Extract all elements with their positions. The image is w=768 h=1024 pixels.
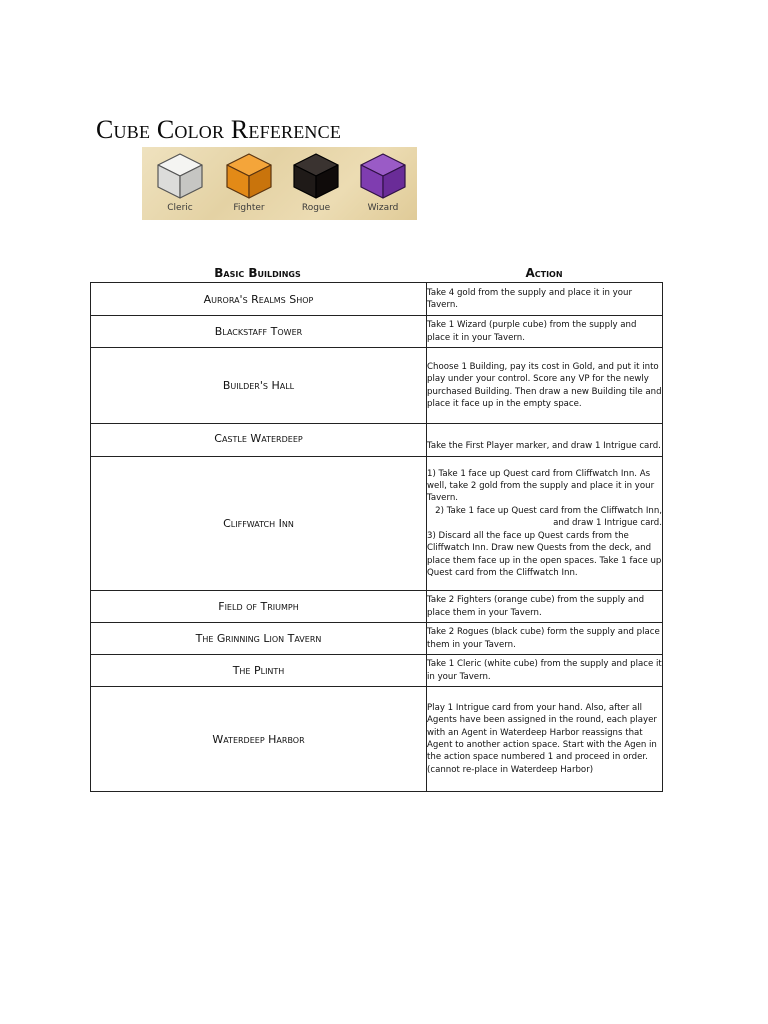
table-row xyxy=(91,623,663,655)
legend-label: Wizard xyxy=(367,203,399,213)
building-name: Aurora's Realms Shop xyxy=(91,283,427,316)
orange-cube-icon xyxy=(222,151,276,201)
cube-color-legend xyxy=(142,147,417,220)
table-row xyxy=(91,424,663,457)
legend-label: Fighter xyxy=(233,203,265,213)
legend-label: Cleric xyxy=(167,203,193,213)
legend-item-wizard xyxy=(355,151,411,213)
black-cube-icon xyxy=(289,151,343,201)
building-name: Castle Waterdeep xyxy=(91,424,427,457)
building-action: Take 1 Wizard (purple cube) from the supply and place it in your Tavern. xyxy=(427,316,663,348)
table-row xyxy=(91,655,663,687)
building-name: Cliffwatch Inn xyxy=(91,457,427,591)
table-header xyxy=(90,266,663,282)
building-name: Blackstaff Tower xyxy=(91,316,427,348)
building-name: The Plinth xyxy=(91,655,427,687)
action-option-2: 2) Take 1 face up Quest card from the Cliffwatch Inn, and draw 1 Intrigue card. xyxy=(435,505,662,529)
building-action: Choose 1 Building, pay its cost in Gold, and put it into play under your control. Score any VP for the newly purchased Building. Then draw a new Building tile and place it face up in the empty space. xyxy=(427,348,663,424)
action-option-3: 3) Discard all the face up Quest cards from the Cliffwatch Inn. Draw new Quests from the deck, and place them face up in the open spaces. Take 1 face up Quest card from the Cliffwatch Inn. xyxy=(427,530,662,578)
action-option-1: 1) Take 1 face up Quest card from Cliffwatch Inn. As well, take 2 gold from the supply and place it in your Tavern. xyxy=(427,468,655,504)
legend-label: Rogue xyxy=(301,203,331,213)
column-header-action: Action xyxy=(525,266,563,280)
table-row xyxy=(91,457,663,591)
purple-cube-icon xyxy=(356,151,410,201)
building-action xyxy=(427,457,663,591)
buildings-table xyxy=(90,282,663,792)
column-header-buildings: Basic Buildings xyxy=(214,266,301,280)
building-action: Take the First Player marker, and draw 1 Intrigue card. xyxy=(427,424,663,457)
table-row xyxy=(91,591,663,623)
legend-item-rogue xyxy=(288,151,344,213)
page-title: Cube Color Reference xyxy=(96,115,342,144)
building-action: Take 1 Cleric (white cube) from the supply and place it in your Tavern. xyxy=(427,655,663,687)
table-row xyxy=(91,687,663,792)
building-action: Take 2 Rogues (black cube) form the supply and place them in your Tavern. xyxy=(427,623,663,655)
building-action: Play 1 Intrigue card from your hand. Also, after all Agents have been assigned in the round, each player with an Agent in Waterdeep Harbor reassigns that Agent to another action space. Start with the Agen in the action space numbered 1 and proceed in order. (cannot re-place in Waterdeep Harbor) xyxy=(427,687,663,792)
white-cube-icon xyxy=(153,151,207,201)
building-action: Take 4 gold from the supply and place it in your Tavern. xyxy=(427,283,663,316)
building-name: Builder's Hall xyxy=(91,348,427,424)
table-row xyxy=(91,283,663,316)
legend-item-fighter xyxy=(221,151,277,213)
table-row xyxy=(91,348,663,424)
building-name: The Grinning Lion Tavern xyxy=(91,623,427,655)
building-name: Field of Triumph xyxy=(91,591,427,623)
building-action: Take 2 Fighters (orange cube) from the supply and place them in your Tavern. xyxy=(427,591,663,623)
table-row xyxy=(91,316,663,348)
legend-item-cleric xyxy=(152,151,208,213)
building-name: Waterdeep Harbor xyxy=(91,687,427,792)
